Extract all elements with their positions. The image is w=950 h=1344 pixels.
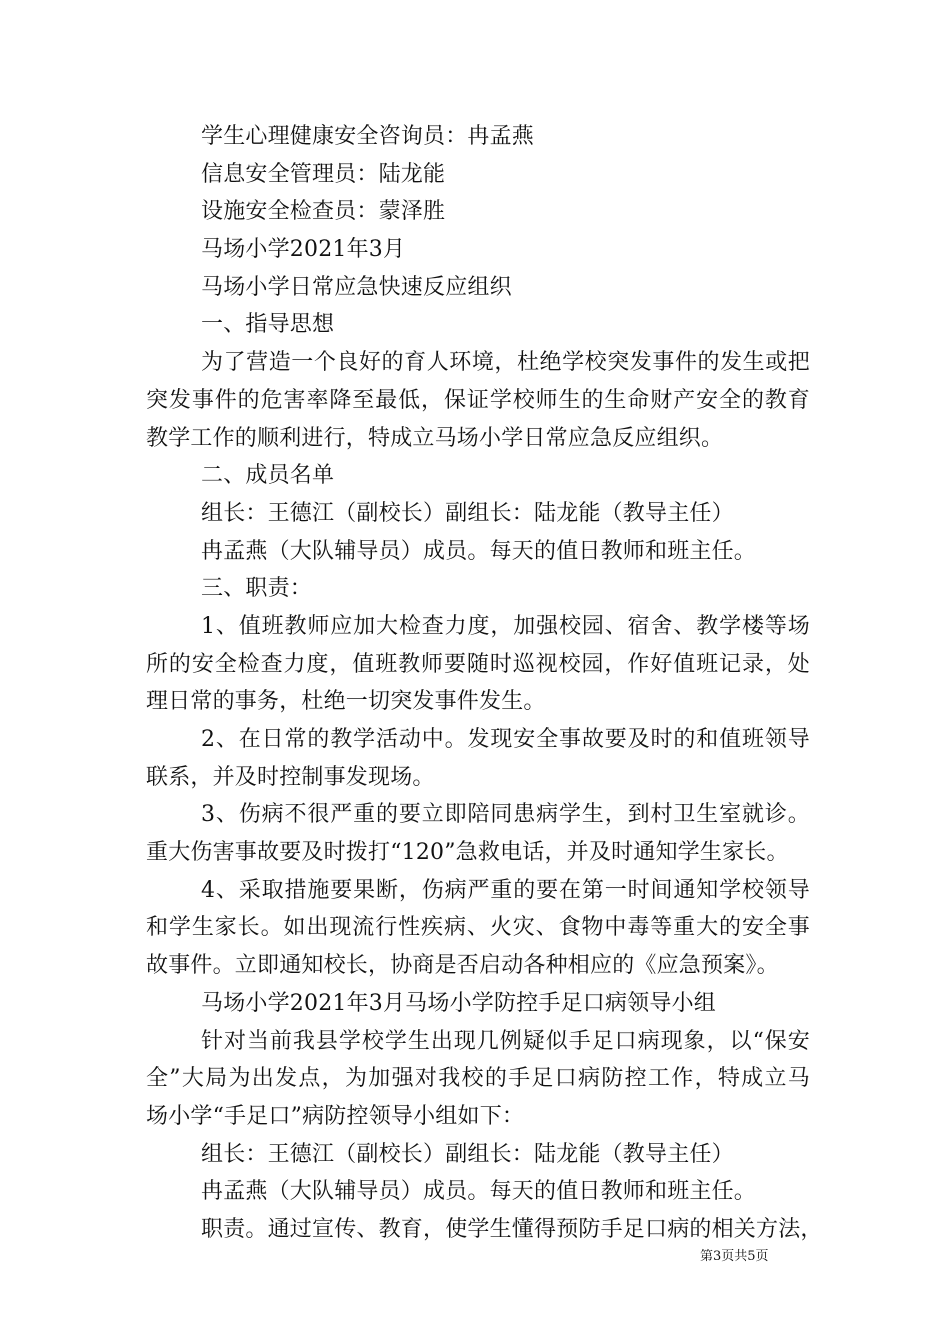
text-line: 三、职责： bbox=[201, 576, 313, 602]
heading-guiding-idea bbox=[146, 306, 810, 344]
paragraph-info-security bbox=[146, 156, 810, 194]
heading-member-list bbox=[146, 457, 810, 495]
page-number: 第3页共5页 bbox=[700, 1249, 769, 1264]
paragraph-guiding-idea bbox=[146, 344, 810, 457]
text-line: 突发事件的危害率降至最低，保证学校师生的生命财产安全的教育 bbox=[146, 387, 810, 413]
text-line: 马场小学2021年3月 bbox=[201, 237, 406, 263]
paragraph-duty-4 bbox=[146, 872, 810, 985]
text-line: 冉孟燕（大队辅导员）成员。每天的值日教师和班主任。 bbox=[201, 1179, 757, 1205]
section-title-hfmd-group bbox=[146, 985, 810, 1023]
paragraph-hfmd-intro bbox=[146, 1023, 810, 1136]
text-line: 2、在日常的教学活动中。发现安全事故要及时的和值班领导 bbox=[201, 727, 810, 752]
text-line: 1、值班教师应加大检查力度，加强校园、宿舍、教学楼等场 bbox=[201, 613, 810, 639]
paragraph-hfmd-leaders bbox=[146, 1136, 810, 1174]
paragraph-hfmd-duties bbox=[146, 1211, 823, 1249]
text-line: 4、采取措施要果断，伤病严重的要在第一时间通知学校领导 bbox=[201, 877, 810, 903]
text-line: 故事件。立即通知校长，协商是否启动各种相应的《应急预案》。 bbox=[146, 953, 779, 979]
paragraph-date bbox=[146, 231, 810, 269]
paragraph-consultant bbox=[146, 118, 810, 156]
text-line: 冉孟燕（大队辅导员）成员。每天的值日教师和班主任。 bbox=[201, 538, 757, 564]
text-line: 组长：王德江（副校长）副组长：陆龙能（教导主任） bbox=[201, 500, 734, 526]
text-line: 信息安全管理员：陆龙能 bbox=[201, 161, 446, 187]
text-line: 重大伤害事故要及时拨打“120”急救电话，并及时通知学生家长。 bbox=[146, 840, 789, 866]
paragraph-facility-inspector bbox=[146, 193, 810, 231]
text-line: 所的安全检查力度，值班教师要随时巡视校园，作好值班记录，处 bbox=[146, 651, 810, 677]
text-line: 马场小学日常应急快速反应组织 bbox=[201, 274, 512, 300]
text-line: 全”大局为出发点，为加强对我校的手足口病防控工作，特成立马 bbox=[146, 1066, 810, 1092]
text-line: 教学工作的顺利进行，特成立马场小学日常应急反应组织。 bbox=[146, 425, 724, 451]
text-line: 场小学“手足口”病防控领导小组如下： bbox=[146, 1103, 525, 1129]
text-line: 为了营造一个良好的育人环境，杜绝学校突发事件的发生或把 bbox=[201, 350, 810, 376]
heading-duties bbox=[146, 570, 810, 608]
document-body bbox=[146, 118, 823, 1249]
text-line: 马场小学2021年3月马场小学防控手足口病领导小组 bbox=[201, 990, 716, 1016]
text-line: 一、指导思想 bbox=[201, 312, 335, 338]
text-line: 二、成员名单 bbox=[201, 463, 335, 489]
text-line: 学生心理健康安全咨询员：冉孟燕 bbox=[201, 124, 535, 149]
text-line: 设施安全检查员：蒙泽胜 bbox=[201, 199, 446, 225]
paragraph-duty-3 bbox=[146, 796, 810, 871]
paragraph-leaders bbox=[146, 495, 810, 533]
text-line: 理日常的事务，杜绝一切突发事件发生。 bbox=[146, 689, 546, 715]
text-line: 针对当前我县学校学生出现几例疑似手足口病现象，以“保安 bbox=[201, 1028, 810, 1054]
text-line: 组长：王德江（副校长）副组长：陆龙能（教导主任） bbox=[201, 1141, 734, 1167]
paragraph-members bbox=[146, 533, 810, 571]
paragraph-duty-1 bbox=[146, 608, 810, 721]
text-line: 职责。通过宣传、教育，使学生懂得预防手足口病的相关方法， bbox=[201, 1216, 823, 1242]
section-title-emergency-org bbox=[146, 269, 810, 307]
text-line: 联系，并及时控制事发现场。 bbox=[146, 764, 435, 790]
paragraph-duty-2 bbox=[146, 721, 810, 796]
paragraph-hfmd-members bbox=[146, 1173, 810, 1211]
text-line: 和学生家长。如出现流行性疾病、火灾、食物中毒等重大的安全事 bbox=[146, 915, 810, 941]
text-line: 3、伤病不很严重的要立即陪同患病学生，到村卫生室就诊。 bbox=[201, 802, 810, 828]
